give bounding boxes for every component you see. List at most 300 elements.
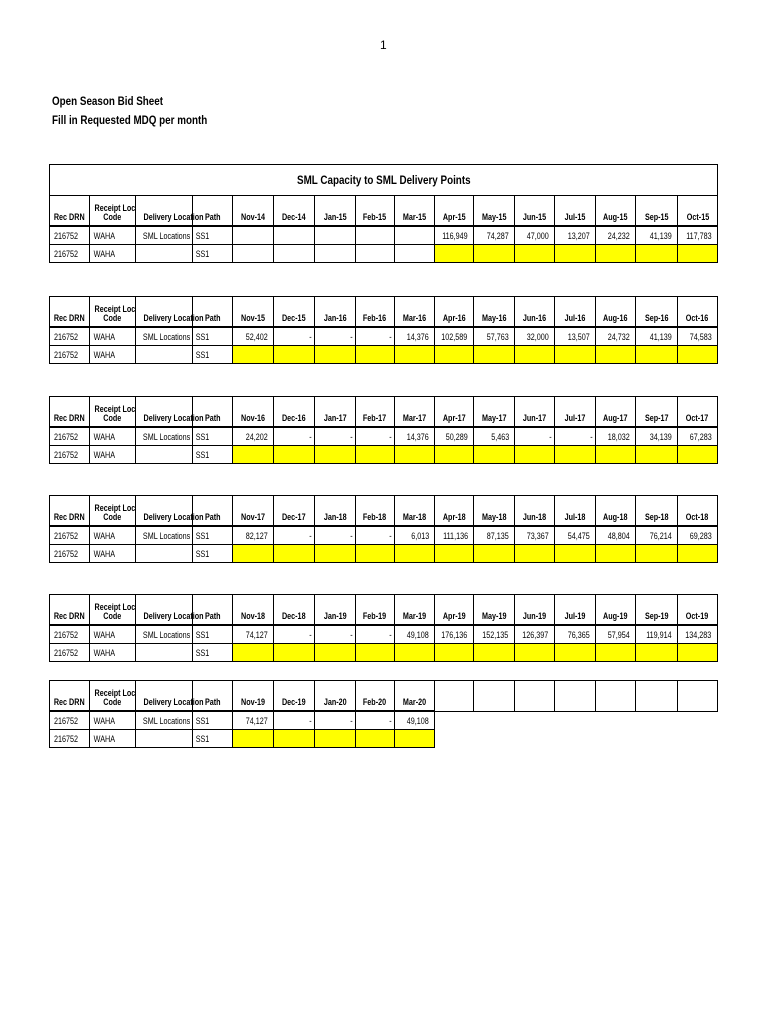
month-header-text: May-19	[481, 611, 507, 621]
month-header	[474, 297, 515, 328]
month-header-text: Jan-17	[323, 413, 347, 423]
rec-drn-cell	[50, 245, 90, 263]
rec-drn-cell-text: 216752	[54, 629, 79, 640]
requested-mdq-input-cell[interactable]	[356, 446, 395, 464]
month-header	[474, 196, 515, 227]
table-row	[50, 545, 718, 563]
mdq-value-cell	[435, 327, 474, 346]
month-header-text: Jan-18	[323, 512, 347, 522]
month-header	[435, 681, 474, 712]
path-cell	[193, 346, 233, 364]
requested-mdq-input-cell[interactable]	[395, 346, 435, 364]
requested-mdq-input-cell[interactable]	[435, 545, 474, 563]
mdq-value-cell	[678, 526, 718, 545]
month-header	[678, 496, 718, 527]
requested-mdq-input-cell[interactable]	[678, 245, 718, 263]
requested-mdq-input-cell[interactable]	[474, 245, 515, 263]
mdq-value-cell	[474, 625, 515, 644]
path-cell-text: SS1	[195, 349, 210, 360]
requested-mdq-input-cell[interactable]	[274, 545, 315, 563]
receipt-loc-header-line1: Receipt Loc	[94, 602, 136, 612]
requested-mdq-input-cell[interactable]	[315, 644, 356, 662]
receipt-code-cell	[90, 644, 136, 662]
month-header	[233, 496, 274, 527]
month-header-text: Nov-15	[240, 313, 265, 323]
requested-mdq-input-cell[interactable]	[636, 545, 678, 563]
delivery-location-header	[136, 681, 204, 712]
receipt-loc-header-line2: Code	[103, 512, 122, 522]
mdq-value-text: -	[350, 331, 353, 342]
rec-drn-cell-text: 216752	[54, 431, 79, 442]
requested-mdq-input-cell[interactable]	[395, 644, 435, 662]
month-header-text: Jul-18	[564, 512, 586, 522]
mdq-value-text: -	[590, 431, 593, 442]
path-cell	[193, 545, 233, 563]
path-cell	[193, 644, 233, 662]
month-header	[678, 196, 718, 227]
receipt-code-cell-text: WAHA	[93, 248, 116, 259]
delivery-location-header-text: Delivery Location	[143, 697, 204, 707]
month-header-text: May-18	[481, 512, 507, 522]
receipt-loc-header	[90, 681, 136, 712]
requested-mdq-input-cell[interactable]	[596, 346, 636, 364]
month-header	[233, 681, 274, 712]
month-header	[678, 397, 718, 428]
mdq-value-text: -	[309, 629, 312, 640]
month-header-text: Apr-16	[442, 313, 466, 323]
delivery-location-cell	[136, 711, 193, 730]
mdq-value-text: 87,135	[487, 530, 510, 541]
requested-mdq-input-cell[interactable]	[596, 446, 636, 464]
delivery-location-header	[136, 397, 204, 428]
receipt-loc-header	[90, 196, 136, 227]
page-number: 1	[380, 38, 387, 52]
requested-mdq-input-cell[interactable]	[315, 545, 356, 563]
requested-mdq-input-cell[interactable]	[233, 644, 274, 662]
requested-mdq-input-cell[interactable]	[435, 245, 474, 263]
month-header-text: Nov-16	[240, 413, 265, 423]
receipt-code-cell-text: WAHA	[93, 733, 116, 744]
delivery-location-header-text: Delivery Location	[143, 413, 204, 423]
mdq-value-text: 69,283	[690, 530, 713, 541]
mdq-value-text: 50,289	[446, 431, 469, 442]
requested-mdq-input-cell[interactable]	[435, 446, 474, 464]
month-header	[315, 681, 356, 712]
mdq-value-cell	[596, 427, 636, 446]
delivery-location-header-text: Delivery Location	[143, 512, 204, 522]
receipt-loc-header-line1: Receipt Loc	[94, 404, 136, 414]
month-header-text: May-16	[481, 313, 507, 323]
path-header-text: Path	[204, 212, 221, 222]
mdq-value-cell	[274, 526, 315, 545]
path-header-text: Path	[204, 611, 221, 621]
delivery-location-cell	[136, 346, 193, 364]
month-header-text: Mar-18	[402, 512, 427, 522]
requested-mdq-input-cell[interactable]	[435, 644, 474, 662]
rec-drn-cell	[50, 446, 90, 464]
mdq-value-text: 13,207	[568, 230, 591, 241]
mdq-value-cell	[274, 427, 315, 446]
month-header-text: Jun-16	[522, 313, 547, 323]
path-cell-text: SS1	[195, 715, 210, 726]
delivery-location-cell	[136, 625, 193, 644]
requested-mdq-input-cell[interactable]	[678, 545, 718, 563]
mdq-value-cell	[315, 226, 356, 245]
month-header-text: Jul-19	[564, 611, 586, 621]
month-header-text: Dec-16	[282, 413, 306, 423]
requested-mdq-input-cell[interactable]	[356, 346, 395, 364]
empty-cell	[274, 245, 315, 263]
month-header	[315, 297, 356, 328]
month-header-text: Feb-16	[363, 313, 387, 323]
receipt-code-cell	[90, 327, 136, 346]
month-header-text: Dec-14	[282, 212, 306, 222]
delivery-location-cell-text: SML Locations	[142, 530, 191, 541]
rec-drn-header-text: Rec DRN	[54, 512, 85, 522]
requested-mdq-input-cell[interactable]	[636, 245, 678, 263]
requested-mdq-input-cell[interactable]	[274, 346, 315, 364]
header-row	[50, 681, 718, 712]
month-header-text: Jan-15	[323, 212, 347, 222]
delivery-location-header-text: Delivery Location	[143, 212, 204, 222]
requested-mdq-input-cell[interactable]	[474, 545, 515, 563]
delivery-location-header-text: Delivery Location	[143, 611, 204, 621]
month-header	[395, 496, 435, 527]
mdq-value-cell	[435, 427, 474, 446]
requested-mdq-input-cell[interactable]	[474, 446, 515, 464]
month-header-text: Apr-17	[442, 413, 466, 423]
month-header	[555, 496, 596, 527]
month-header-text: Jun-18	[522, 512, 547, 522]
path-cell-text: SS1	[195, 530, 210, 541]
mdq-value-text: -	[549, 431, 552, 442]
month-header	[315, 196, 356, 227]
header-row	[50, 595, 718, 626]
month-header	[515, 496, 555, 527]
mdq-value-cell	[233, 711, 274, 730]
receipt-loc-header	[90, 595, 136, 626]
requested-mdq-input-cell[interactable]	[515, 346, 555, 364]
table-row	[50, 327, 718, 346]
mdq-value-text: -	[350, 629, 353, 640]
receipt-code-cell	[90, 226, 136, 245]
requested-mdq-input-cell[interactable]	[315, 346, 356, 364]
requested-mdq-input-cell[interactable]	[233, 545, 274, 563]
mdq-value-cell	[515, 625, 555, 644]
requested-mdq-input-cell[interactable]	[555, 644, 596, 662]
receipt-code-cell-text: WAHA	[93, 230, 116, 241]
requested-mdq-input-cell[interactable]	[678, 644, 718, 662]
requested-mdq-input-cell[interactable]	[233, 346, 274, 364]
receipt-code-cell-text: WAHA	[93, 715, 116, 726]
requested-mdq-input-cell[interactable]	[474, 346, 515, 364]
mdq-value-cell	[474, 427, 515, 446]
path-cell-text: SS1	[195, 449, 210, 460]
requested-mdq-input-cell[interactable]	[555, 545, 596, 563]
month-header-text: Jan-16	[323, 313, 347, 323]
requested-mdq-input-cell[interactable]	[315, 446, 356, 464]
table-row	[50, 730, 718, 748]
requested-mdq-input-cell[interactable]	[678, 346, 718, 364]
requested-mdq-input-cell[interactable]	[233, 730, 274, 748]
requested-mdq-input-cell[interactable]	[435, 346, 474, 364]
month-header-text: Apr-19	[442, 611, 466, 621]
month-header	[395, 297, 435, 328]
mdq-value-text: 74,287	[487, 230, 510, 241]
mdq-value-cell	[678, 327, 718, 346]
month-header	[356, 196, 395, 227]
month-header	[233, 595, 274, 626]
rec-drn-cell	[50, 730, 90, 748]
mdq-value-text: 5,463	[491, 431, 510, 442]
mdq-value-text: -	[389, 715, 392, 726]
month-header	[555, 681, 596, 712]
receipt-code-cell	[90, 446, 136, 464]
receipt-code-cell	[90, 526, 136, 545]
mdq-value-text: 41,139	[650, 230, 673, 241]
table-row	[50, 346, 718, 364]
requested-mdq-input-cell[interactable]	[596, 245, 636, 263]
month-header-text: Sep-16	[644, 313, 669, 323]
mdq-value-cell	[395, 711, 435, 730]
rec-drn-cell	[50, 226, 90, 245]
month-header-text: Mar-17	[402, 413, 427, 423]
requested-mdq-input-cell[interactable]	[636, 346, 678, 364]
requested-mdq-input-cell[interactable]	[395, 446, 435, 464]
receipt-loc-header-line2: Code	[103, 413, 122, 423]
receipt-loc-header	[90, 297, 136, 328]
mdq-value-cell	[555, 327, 596, 346]
month-header	[515, 196, 555, 227]
rec-drn-cell	[50, 346, 90, 364]
mdq-value-cell	[315, 327, 356, 346]
receipt-code-cell	[90, 730, 136, 748]
month-header-text: Oct-19	[686, 611, 709, 621]
requested-mdq-input-cell[interactable]	[515, 245, 555, 263]
month-header-text: Apr-15	[442, 212, 466, 222]
month-header	[356, 297, 395, 328]
mdq-value-cell	[596, 226, 636, 245]
month-header-text: Mar-15	[402, 212, 427, 222]
mdq-value-cell	[435, 625, 474, 644]
mdq-value-cell	[356, 427, 395, 446]
month-header-text: Oct-17	[686, 413, 709, 423]
requested-mdq-input-cell[interactable]	[678, 446, 718, 464]
mdq-value-text: 13,507	[568, 331, 591, 342]
month-header-text: Dec-17	[282, 512, 306, 522]
month-header	[555, 595, 596, 626]
rec-drn-header	[50, 496, 90, 527]
month-header	[315, 595, 356, 626]
month-header-text: Feb-15	[363, 212, 387, 222]
receipt-loc-header-line2: Code	[103, 611, 122, 621]
path-header-text: Path	[204, 697, 221, 707]
month-header	[356, 496, 395, 527]
mdq-value-text: 82,127	[246, 530, 269, 541]
receipt-loc-header	[90, 496, 136, 527]
delivery-location-header-text: Delivery Location	[143, 313, 204, 323]
delivery-location-header	[136, 496, 204, 527]
mdq-value-text: -	[350, 530, 353, 541]
month-header	[274, 595, 315, 626]
month-header-text: Dec-15	[282, 313, 306, 323]
rec-drn-cell-text: 216752	[54, 349, 79, 360]
month-header-text: Jul-16	[564, 313, 586, 323]
rec-drn-cell-text: 216752	[54, 449, 79, 460]
mdq-value-cell	[356, 711, 395, 730]
requested-mdq-input-cell[interactable]	[636, 644, 678, 662]
delivery-location-cell	[136, 245, 193, 263]
delivery-location-cell-text: SML Locations	[142, 629, 191, 640]
rec-drn-cell	[50, 644, 90, 662]
delivery-location-cell-text: SML Locations	[142, 331, 191, 342]
path-cell-text: SS1	[195, 248, 210, 259]
rec-drn-cell	[50, 427, 90, 446]
bid-block	[49, 680, 718, 748]
rec-drn-cell-text: 216752	[54, 715, 79, 726]
blank-area	[435, 711, 718, 730]
requested-mdq-input-cell[interactable]	[356, 644, 395, 662]
month-header	[555, 196, 596, 227]
requested-mdq-input-cell[interactable]	[515, 644, 555, 662]
requested-mdq-input-cell[interactable]	[515, 545, 555, 563]
header-row	[50, 496, 718, 527]
month-header-text: Dec-18	[282, 611, 306, 621]
month-header-text: Aug-19	[603, 611, 628, 621]
sheet-title-text: SML Capacity to SML Delivery Points	[296, 173, 471, 187]
month-header	[474, 681, 515, 712]
mdq-value-cell	[274, 711, 315, 730]
mdq-value-cell	[636, 226, 678, 245]
requested-mdq-input-cell[interactable]	[474, 644, 515, 662]
month-header	[233, 196, 274, 227]
mdq-value-text: 74,127	[246, 715, 269, 726]
path-header-text: Path	[204, 512, 221, 522]
mdq-value-text: 18,032	[608, 431, 631, 442]
requested-mdq-input-cell[interactable]	[636, 446, 678, 464]
month-header	[474, 595, 515, 626]
mdq-value-text: 126,397	[522, 629, 549, 640]
mdq-value-text: 14,376	[407, 331, 430, 342]
requested-mdq-input-cell[interactable]	[233, 446, 274, 464]
month-header	[515, 595, 555, 626]
table-row	[50, 625, 718, 644]
mdq-value-cell	[356, 526, 395, 545]
requested-mdq-input-cell[interactable]	[596, 644, 636, 662]
table-row	[50, 427, 718, 446]
mdq-value-text: 176,136	[441, 629, 468, 640]
mdq-value-cell	[596, 327, 636, 346]
document-title: Open Season Bid Sheet	[52, 94, 164, 108]
requested-mdq-input-cell[interactable]	[555, 245, 596, 263]
month-header	[596, 496, 636, 527]
mdq-value-cell	[315, 625, 356, 644]
mdq-value-cell	[315, 526, 356, 545]
mdq-value-text: 111,136	[442, 530, 468, 541]
month-header	[395, 397, 435, 428]
month-header	[515, 397, 555, 428]
month-header-text: Sep-18	[644, 512, 669, 522]
requested-mdq-input-cell[interactable]	[596, 545, 636, 563]
bid-table	[49, 594, 718, 662]
month-header	[435, 595, 474, 626]
month-header	[678, 681, 718, 712]
requested-mdq-input-cell[interactable]	[555, 346, 596, 364]
month-header	[636, 297, 678, 328]
delivery-location-cell	[136, 526, 193, 545]
delivery-location-header	[136, 595, 204, 626]
mdq-value-text: 6,013	[411, 530, 430, 541]
mdq-value-cell	[395, 427, 435, 446]
receipt-code-cell-text: WAHA	[93, 548, 116, 559]
receipt-code-cell-text: WAHA	[93, 431, 116, 442]
bid-block	[49, 495, 718, 563]
month-header-text: Aug-16	[603, 313, 628, 323]
month-header	[678, 595, 718, 626]
rec-drn-header	[50, 595, 90, 626]
receipt-code-cell-text: WAHA	[93, 449, 116, 460]
table-row	[50, 526, 718, 545]
month-header-text: Nov-19	[240, 697, 265, 707]
path-cell-text: SS1	[195, 230, 210, 241]
month-header-text: Mar-19	[402, 611, 427, 621]
month-header-text: Jul-15	[564, 212, 586, 222]
month-header	[356, 681, 395, 712]
month-header	[596, 595, 636, 626]
mdq-value-cell	[233, 327, 274, 346]
requested-mdq-input-cell[interactable]	[395, 545, 435, 563]
requested-mdq-input-cell[interactable]	[356, 545, 395, 563]
bid-table	[49, 495, 718, 563]
month-header	[636, 397, 678, 428]
blank-area	[435, 730, 718, 748]
empty-cell	[233, 245, 274, 263]
receipt-loc-header	[90, 397, 136, 428]
mdq-value-text: 152,135	[482, 629, 509, 640]
path-cell	[193, 730, 233, 748]
rec-drn-cell-text: 216752	[54, 548, 79, 559]
requested-mdq-input-cell[interactable]	[555, 446, 596, 464]
requested-mdq-input-cell[interactable]	[274, 446, 315, 464]
month-header	[636, 196, 678, 227]
table-row	[50, 446, 718, 464]
requested-mdq-input-cell[interactable]	[274, 730, 315, 748]
receipt-loc-header-line2: Code	[103, 212, 122, 222]
month-header-text: Mar-16	[402, 313, 427, 323]
month-header-text: Nov-18	[240, 611, 265, 621]
delivery-location-cell	[136, 730, 193, 748]
mdq-value-cell	[515, 327, 555, 346]
requested-mdq-input-cell[interactable]	[395, 730, 435, 748]
requested-mdq-input-cell[interactable]	[515, 446, 555, 464]
mdq-value-cell	[515, 226, 555, 245]
month-header	[636, 681, 678, 712]
requested-mdq-input-cell[interactable]	[356, 730, 395, 748]
month-header	[596, 297, 636, 328]
mdq-value-cell	[395, 226, 435, 245]
receipt-loc-header-line2: Code	[103, 697, 122, 707]
month-header-text: May-17	[481, 413, 507, 423]
bid-table	[49, 396, 718, 464]
mdq-value-cell	[474, 526, 515, 545]
requested-mdq-input-cell[interactable]	[315, 730, 356, 748]
mdq-value-cell	[555, 625, 596, 644]
requested-mdq-input-cell[interactable]	[274, 644, 315, 662]
rec-drn-header	[50, 297, 90, 328]
rec-drn-cell-text: 216752	[54, 248, 79, 259]
bid-table	[49, 164, 718, 263]
receipt-code-cell	[90, 711, 136, 730]
